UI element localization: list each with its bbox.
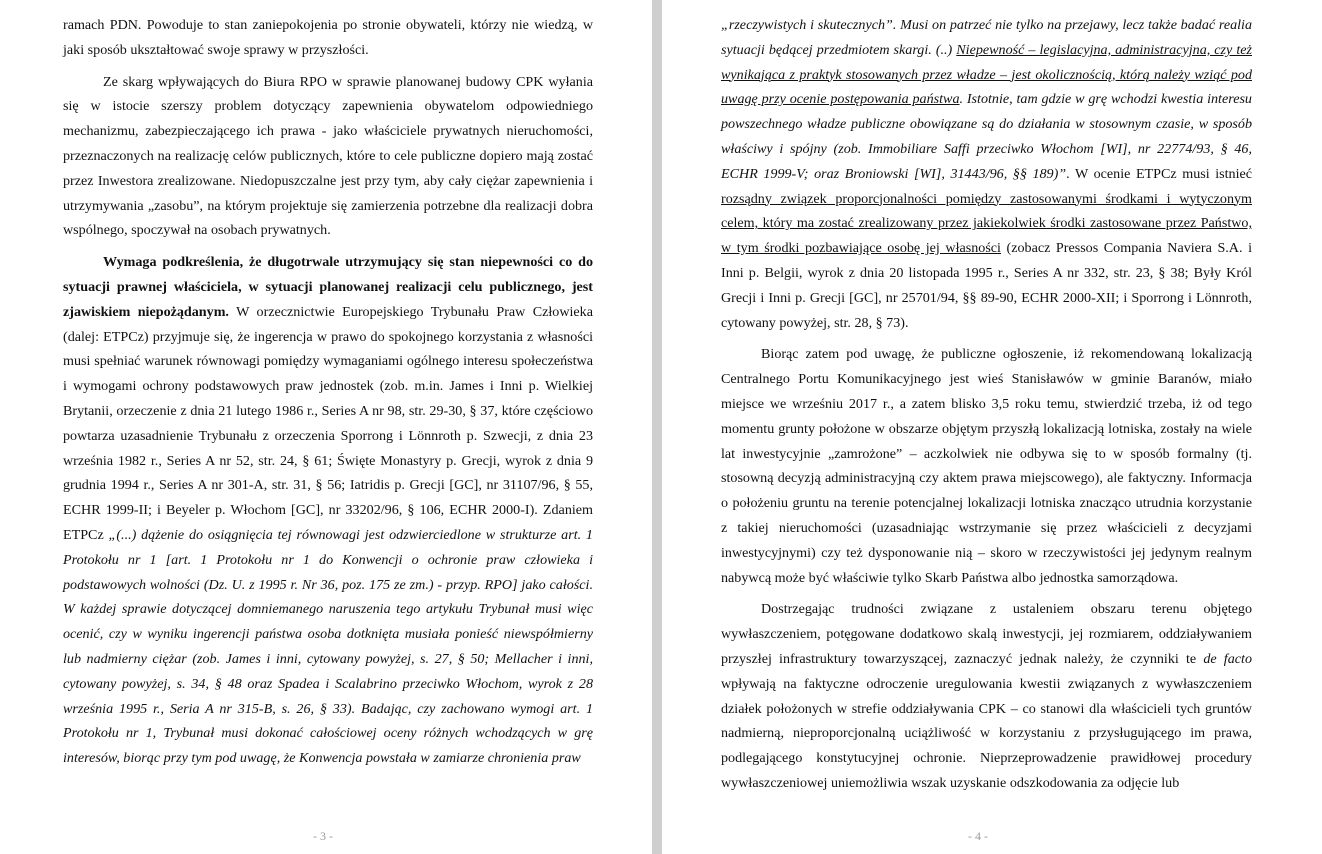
- paragraph-1: [721, 13, 1252, 335]
- page-number: - 4 -: [968, 829, 988, 843]
- paragraph-2: Biorąc zatem pod uwagę, że publiczne ogłoszenie, iż rekomendowaną lokalizacją Centralnego Portu Komunikacyjnego jest wieś Stanisławów w gminie Baranów, miało miejsce we wrześniu 2017 r., a zatem blisko 3,5 roku temu, stwierdzić trzeba, iż od tego momentu grunty położone w obszarze objętym przyszłą lokalizacją lotniska, zostały na wiele lat inwestycyjnie „zamrożone” – aczkolwiek nie odbywa się to w sposób formalny (tj. stosowną decyzją administracyjną czy aktem prawa miejscowego), ale faktyczny. Informacja o położeniu gruntu na terenie potencjalnej lokalizacji lotniska znacząco utrudnia korzystanie z takiej nieruchomości (uzasadniając wstrzymanie się przez właścicieli z decyzjami inwestycyjnymi) czy też dysponowanie nią – skoro w rzeczywistości jej jedynym realnym nabywcą może być właściwie tylko Skarb Państwa albo jednostka samorządowa.: [721, 346, 1252, 586]
- paragraph-3-bold-text: Wymaga podkreślenia, że długotrwale utrzymujący się stan niepewności co do sytuacji prawnej właściciela, w sytuacji planowanej realizacji celu publicznego, jest zjawiskiem niepożądanym.: [63, 254, 593, 320]
- paragraph-3: [63, 250, 593, 771]
- paragraph-2: Ze skarg wpływających do Biura RPO w sprawie planowanej budowy CPK wyłania się w istocie szerszy problem dotyczący zapewnienia obywatelom odpowiedniego mechanizmu, zabezpieczającego ich prawa - jako właściciele prywatnych nieruchomości, przeznaczonych na realizację celów publicznych, które to cele publiczne dopiero mają zostać przez Inwestora zrealizowane. Niedopuszczalne jest przy tym, aby cały ciężar zapewnienia i utrzymywania „zasobu”, na którym projektuje się zamierzenia potrzebne dla realizacji dobra wspólnego, spoczywał na osobach prywatnych.: [63, 73, 593, 239]
- page-gap: [652, 0, 662, 854]
- quote-part-a: „rzeczywistych i skutecznych”. Musi on patrzeć nie tylko na przejawy, lecz także badać realia sytuacji będącej przedmiotem skargi. (..): [721, 17, 1252, 58]
- paragraph-1: ramach PDN. Powoduje to stan zaniepokojenia po stronie obywateli, którzy nie wiedzą, w jaki sposób ukształtować swoje sprawy w przyszłości.: [63, 17, 593, 58]
- paragraph-3-part-a: Dostrzegając trudności związane z ustaleniem obszaru terenu objętego wywłaszczeniem, potęgowane dodatkowo skalą inwestycji, jej rozmiarem, oddziaływaniem przyszłej infrastruktury towarzyszącej, zaznaczyć jednak należy, że czynniki te: [721, 601, 1252, 667]
- paragraph-3-part-b: wpływają na faktyczne odroczenie uregulowania kwestii związanych z wywłaszczeniem działek położonych w strefie oddziaływania CPK – co stanowi dla właścicieli tych gruntów nadmierną, nieproporcjonalną uciążliwość w korzystaniu z przysługującego im prawa, podlegającego konstytucyjnej ochronie. Nieprzeprowadzenie prawidłowej procedury wywłaszczeniowej uniemożliwia wszak uzyskanie odszkodowania za odjęcie lub: [721, 675, 1252, 791]
- paragraph-1-text: . W ocenie ETPCz musi istnieć: [1066, 165, 1252, 182]
- paragraph-1-tail: (zobacz Pressos Compania Naviera S.A. i Inni p. Belgii, wyrok z dnia 20 listopada 1995 r., Series A nr 332, str. 23, § 38; Były Król Grecji i Inni p. Grecji [GC], nr 25701/94, §§ 89-90, ECHR 2000-XII; i Sporrong i Lönnroth, cytowany powyżej, str. 28, § 73).: [721, 240, 1252, 331]
- document-page-4: [662, 0, 1322, 854]
- paragraph-3-text: W orzecznictwie Europejskiego Trybunału Praw Człowieka (dalej: ETPCz) przyjmuje się, że ingerencja w prawo do spokojnego korzystania z własności musi spełniać warunek równowagi pomiędzy wymaganiami ogólnego interesu społeczeństwa i wymogami ochrony podstawowych praw jednostek (zob. m.in. James i Inni p. Wielkiej Brytanii, orzeczenie z dnia 21 lutego 1986 r., Series A nr 98, str. 29-30, § 37, które częściowo powtarza uzasadnienie Trybunału z orzeczenia Sporrong i Lönnroth p. Szwecji, z dnia 23 września 1982 r., Series A nr 52, str. 24, § 61; Święte Monastyry p. Grecji, wyrok z dnia 9 grudnia 1994 r., Series A nr 301-A, str. 31, § 56; Iatridis p. Grecji [GC], nr 31107/96, § 55, ECHR 1999-II; i Beyeler p. Włochom [GC], nr 33202/96, § 106, ECHR 2000-I). Zdaniem ETPCz: [63, 303, 593, 543]
- document-page-3: [0, 0, 652, 854]
- paragraph-3-italic: de facto: [1203, 650, 1252, 667]
- quote-underlined-text: Niepewność – legislacyjna, administracyjna, czy też wynikająca z praktyk stosowanych przez władze – jest okolicznością, którą należy wziąć pod uwagę przy ocenie postępowania państwa: [721, 41, 1252, 108]
- paragraph-3-quote: „(...) dążenie do osiągnięcia tej równowagi jest odzwierciedlone w strukturze art. 1 Protokołu nr 1 [art. 1 Protokołu nr 1 do Konwencji o ochronie praw człowieka i podstawowych wolności (Dz. U. z 1995 r. Nr 36, poz. 175 ze zm.) - przyp. RPO] jako całości. W każdej sprawie dotyczącej domniemanego naruszenia tego artykułu Trybunał musi więc ocenić, czy w wyniku ingerencji państwa osoba dotknięta musiała ponieść niewspółmierny lub nadmierny ciężar (zob. James i inni, cytowany powyżej, s. 27, § 50; Mellacher i inni, cytowany powyżej, s. 34, § 48 oraz Spadea i Scalabrino przeciwko Włochom, wyrok z 28 września 1995 r., Seria A nr 315-B, s. 26, § 33). Badając, czy zachowano wymogi art. 1 Protokołu nr 1, Trybunał musi dokonać całościowej oceny różnych wchodzących w grę interesów, biorąc przy tym pod uwagę, że Konwencja powstała w zamiarze chronienia praw: [63, 526, 593, 767]
- paragraph-3: [721, 597, 1252, 795]
- page-body: [721, 13, 1252, 803]
- page-number: - 3 -: [313, 829, 333, 843]
- page-body: [63, 13, 593, 778]
- underlined-text: rozsądny związek proporcjonalności pomiędzy zastosowanymi środkami i wytyczonym celem, który ma zostać zrealizowany przez jakiekolwiek środki zastosowane przez Państwo, w tym środki pozbawiające osobę jej własności: [721, 190, 1252, 257]
- quote-part-b: . Istotnie, tam gdzie w grę wchodzi kwestia interesu powszechnego władze publiczne obowiązane są do działania w stosownym czasie, w sposób właściwy i spójny (zob. Immobiliare Saffi przeciwko Włochom [WI], nr 22774/93, § 46, ECHR 1999-V; oraz Broniowski [WI], 31443/96, §§ 189)”: [721, 91, 1252, 182]
